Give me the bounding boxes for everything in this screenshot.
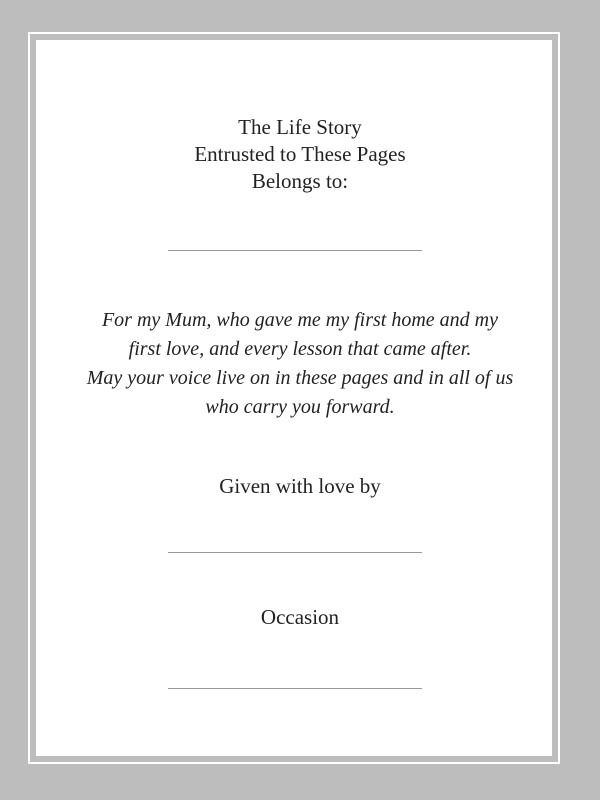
- dedication-line-1: For my Mum, who gave me my first home and my: [101, 309, 499, 331]
- title-block: [0, 114, 600, 195]
- occasion-label: Occasion: [260, 605, 340, 629]
- title-line-3: Belongs to:: [251, 169, 349, 193]
- owner-name-line[interactable]: [168, 250, 422, 251]
- dedication-line-3: May your voice live on in these pages and in all of us: [86, 367, 514, 389]
- occasion-line[interactable]: [168, 688, 422, 689]
- dedication-text: [0, 306, 600, 422]
- dedication-line-2: first love, and every lesson that came after.: [128, 338, 472, 360]
- title-line-2: Entrusted to These Pages: [194, 142, 406, 166]
- dedication-line-4: who carry you forward.: [205, 396, 395, 418]
- giver-name-line[interactable]: [168, 552, 422, 553]
- given-with-love-label: Given with love by: [219, 474, 381, 498]
- title-line-1: The Life Story: [238, 115, 362, 139]
